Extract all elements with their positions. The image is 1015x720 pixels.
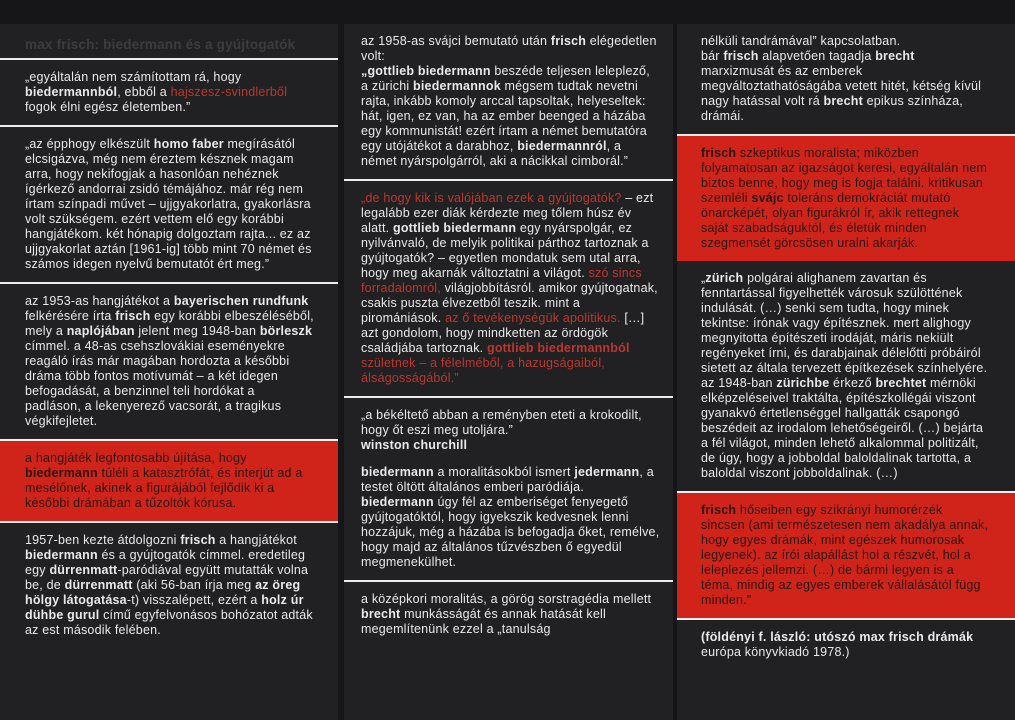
paragraph: [25, 533, 314, 638]
text-segment: max frisch: biedermann és a gyújtogatók: [25, 37, 296, 52]
text-segment: és a gyújtogatók címmel. eredetileg egy: [25, 548, 306, 577]
text-segment: az 1953-as hangjátékot a: [25, 294, 174, 308]
text-segment: jelent meg 1948-ban: [134, 324, 260, 338]
text-segment: mérnöki elképzeléseivel traktálta, építészkollégái viszont gyanakvó értetlenséggel hallgatták csapongó beszédeit az irodalom lehetőségeiről. (…) bejárta a fél világot, minden lehető alkalommal politizált, de úgy, hogy a jobboldal baloldalinak tartotta, a baloldal viszont jobboldalinak. (…): [701, 376, 984, 480]
text-segment: szó sincs forradalomról,: [361, 266, 642, 295]
paragraph: [25, 37, 314, 52]
text-segment: a hangjátékot: [215, 533, 297, 547]
bemutato-1958-block: [344, 24, 673, 179]
text-segment: brechtet: [875, 376, 927, 390]
text-segment: , a német nyárspolgárról, aki a nácikkal cimborál.”: [361, 139, 629, 168]
text-segment: börleszk: [259, 324, 313, 338]
szkeptikus-moralista-highlight: [677, 134, 1015, 261]
text-segment: egy nyárspolgár, ez nyilvánvaló, de melyik politikai párthoz tartoznak a gyújtogatók? – egyetlen mondatuk sem utal arra, hogy meg akarnák változtatni a világot.: [361, 221, 649, 280]
text-segment: az öreg hölgy látogatása: [25, 578, 301, 607]
text-segment: marxizmusát és az emberek megváltoztathatóságába vetett hitét, kétség kívül nagy hatással volt rá: [701, 64, 982, 108]
text-segment: szkeptikus moralista; miközben folyamatosan az igazságot keresi, egyáltalán nem biztos benne, hogy meg is fogja találni. kritikusan szemléli: [701, 146, 988, 205]
forras-block: [677, 618, 1015, 670]
text-segment: megírásától elcsigázva, még nem éreztem késznek magam arra, hogy nekifogjak a hasonlóan nehéznek ígérkező andorrai zsidó témájához. már rég nem írtam színpadi művet – ujjgyakorlatra, gyakorlásra volt szükségem. ezért vettem elő egy korábbi hangjátékom. két hónapig dolgoztam rajta... ez az ujjgyakorlat aztán [1961-ig] több mint 70 német és számos idegen nyelvű bemutatót ért meg.”: [25, 137, 312, 271]
text-segment: beszéde teljesen leleplező, a zürichi: [361, 64, 650, 93]
paragraph: [25, 137, 314, 272]
text-segment: svájc: [751, 191, 784, 205]
text-segment: a középkori moralitás, a görög sorstragédia mellett: [361, 592, 652, 606]
text-segment: frisch: [180, 533, 216, 547]
paragraph: [701, 146, 989, 251]
hangjatek-ujitas-highlight: [0, 439, 338, 521]
text-segment: -paródiával együtt mutatták volna be, de: [25, 563, 309, 592]
text-segment: , a testet öltött általános emberi paródiája.: [361, 465, 654, 494]
text-segment: naplójában: [66, 324, 135, 338]
text-segment: biedermann: [361, 495, 434, 509]
column-right: [677, 24, 1015, 720]
text-segment: az ő tevékenységük apolitikus.: [445, 311, 621, 325]
text-segment: elégedetlen volt:: [361, 34, 657, 63]
text-segment: világjobbításról. amikor gyújtogatnak, csakis puszta élvezetből teszik. mint a piromániások.: [361, 281, 658, 325]
paragraph: [361, 592, 660, 637]
text-segment: frisch: [701, 503, 737, 517]
text-segment: úgy fél az emberiséget fenyegető gyújtogatóktól, hogy igyekszik kedvesnek lenni hozzájuk, még a házába is befogadja őket, remélve, hogy majd az általános tűzvészben ő egyedül megmenekülhet.: [361, 495, 660, 569]
text-segment: a moralitásokból ismert: [433, 465, 575, 479]
text-segment: brecht: [875, 49, 915, 63]
humorerzek-highlight: [677, 491, 1015, 618]
paragraph: [701, 630, 989, 660]
text-segment: születnek – a félelméből, a hazugságaiból, álságosságából.”: [361, 356, 605, 385]
text-segment: biedermann: [25, 466, 98, 480]
text-segment: „a békéltető abban a reményben eteti a krokodilt, hogy őt eszi meg utoljára.”: [361, 408, 642, 437]
text-segment: (földényi f. lászló: utószó max frisch drámák: [701, 630, 974, 644]
text-segment: 1957-ben kezte átdolgozni: [25, 533, 181, 547]
text-segment: biedermann: [25, 548, 98, 562]
text-segment: hajszesz-svindlerből: [170, 85, 288, 99]
page-title: [0, 24, 338, 58]
text-segment: „egyáltalán nem számítottam rá, hogy: [25, 70, 242, 84]
paragraph: [701, 503, 989, 608]
text-segment: címmel. a 48-as csehszlovákiai eseményekre reagáló írás már magában hordozta a későbbi dráma több fontos motívumát – a két idegen befogadását, a benzinnel teli hordókat a padláson, a lekenyerező vacsorát, a tragikus végkifejletet.: [25, 339, 290, 428]
text-segment: bayerischen rundfunk: [173, 294, 309, 308]
text-segment: a hangjáték legfontosabb újítása, hogy: [25, 451, 247, 465]
text-segment: biedermannról: [517, 139, 607, 153]
text-segment: nélküli tandrámával” kapcsolatban.: [701, 34, 901, 48]
text-segment: alapvetően tagadja: [758, 49, 876, 63]
text-segment: gottlieb biedermannból: [487, 341, 630, 355]
text-segment: (aki 56-ban írja meg: [132, 578, 256, 592]
kozepkor-brecht-block: [344, 580, 673, 647]
text-segment: toleráns demokráciát mutató önarcképét, olyan figurákról ír, akik rettegnek saját szabadságuktól, és életük minden szegmensét görcsösen uralni akarják.: [701, 191, 960, 250]
text-segment: biedermann: [361, 465, 434, 479]
paragraph: [25, 294, 314, 429]
text-segment: […] azt gondolom, hogy mindketten az ördögök családjába tartoznak.: [361, 311, 645, 355]
text-segment: frisch: [115, 309, 151, 323]
paragraph: [701, 34, 989, 124]
text-segment: dürrenmatt: [49, 563, 118, 577]
text-segment: biedermannok: [413, 79, 501, 93]
quote-lifetime-block: [0, 58, 338, 125]
text-segment: fogok élni egész életemben.”: [25, 100, 191, 114]
zurich-block: [677, 261, 1015, 491]
text-segment: , ebből a: [117, 85, 171, 99]
text-segment: homo faber: [153, 137, 224, 151]
text-segment: jedermann: [574, 465, 640, 479]
text-segment: „: [701, 271, 706, 285]
text-segment: zürich: [705, 271, 744, 285]
paragraph: [361, 408, 660, 453]
text-segment: európa könyvkiadó 1978.): [701, 645, 850, 659]
text-segment: felkérésére írta: [25, 309, 116, 323]
text-segment: című egyfelvonásos bohózatot adták az est második felében.: [25, 608, 313, 637]
text-segment: egy korábbi elbeszéléséből, mely a: [25, 309, 314, 338]
text-segment: gottlieb biedermann: [392, 221, 517, 235]
text-segment: bár: [701, 49, 724, 63]
text-segment: „gottlieb biedermann: [361, 64, 491, 78]
gyujtogatok-kerdes-block: [344, 179, 673, 396]
text-segment: hőseiben egy szikrányi humorérzék sincsen (ami természetesen nem akadálya annak, hogy egyes drámák, mint egészek humorosak legyenek). az írói alapállást hol a részvét, hol a leleplezés jellemzi. (…) de bármi legyen is a téma, mindig az egyes emberek vállalásától függ minden.”: [701, 503, 989, 607]
hangjatek-1953-block: [0, 282, 338, 439]
text-segment: -t) visszalépett, ezért a: [126, 593, 262, 607]
text-segment: „de hogy kik is valójában ezek a gyújtogatók?: [361, 191, 622, 205]
homo-faber-block: [0, 125, 338, 282]
text-segment: „az épphogy elkészült: [25, 137, 154, 151]
column-left: [0, 24, 338, 720]
column-middle: [344, 24, 673, 720]
paragraph: [361, 465, 660, 570]
paragraph: [25, 70, 314, 115]
atdolgozas-1957-block: [0, 521, 338, 648]
text-segment: frisch: [701, 146, 737, 160]
text-segment: frisch: [550, 34, 587, 48]
text-segment: túléli a katasztrófát, és interjút ad a mesélőnek, akinek a figurájából fejlődik ki a későbbi drámában a tűzoltók kórusa.: [25, 466, 303, 510]
text-segment: epikus színháza, drámái.: [701, 94, 963, 123]
text-segment: az 1958-as svájci bemutató után: [361, 34, 551, 48]
tandrama-brecht-block: [677, 24, 1015, 134]
text-segment: munkásságát és annak hatását kell megemlítenünk ezzel a „tanulság: [361, 607, 606, 636]
text-segment: winston churchill: [361, 438, 468, 452]
text-segment: dürrenmatt: [64, 578, 133, 592]
text-segment: zürichbe: [776, 376, 830, 390]
text-segment: – ezt legalább ezer diák kérdezte meg tőlem húsz év alatt.: [361, 191, 654, 235]
text-segment: holz úr dühbe gurul: [25, 593, 304, 622]
text-segment: polgárai alighanem zavartan és fenntartással figyelhették városuk szülöttének indulását. (…) senki sem tudta, hogy minek tekintse: írónak vagy építésznek. mert alighogy megnyitotta építészeti irodáját, máris nekiült regényeket írni, és darabjainak délelőtti próbáiról sietett az általa tervezett építkezések színhelyére. az 1948-ban: [701, 271, 988, 390]
text-segment: brecht: [361, 607, 401, 621]
text-segment: érkező: [829, 376, 876, 390]
text-segment: biedermannból: [25, 85, 118, 99]
paragraph: [25, 451, 314, 511]
paragraph: [361, 34, 660, 169]
text-segment: frisch: [723, 49, 759, 63]
paragraph: [361, 191, 660, 386]
text-segment: mégsem tudtak nevetni rajta, inkább komoly arccal tapsoltak, helyeseltek: hát, igen, ez van, ha az ember beenged a házába egy kommunistát! ezért írtam a német bemutatóra egy utójátékot a darabhoz,: [361, 79, 647, 153]
text-segment: brecht: [823, 94, 863, 108]
paragraph: [701, 271, 989, 481]
churchill-moralitas-block: [344, 396, 673, 580]
